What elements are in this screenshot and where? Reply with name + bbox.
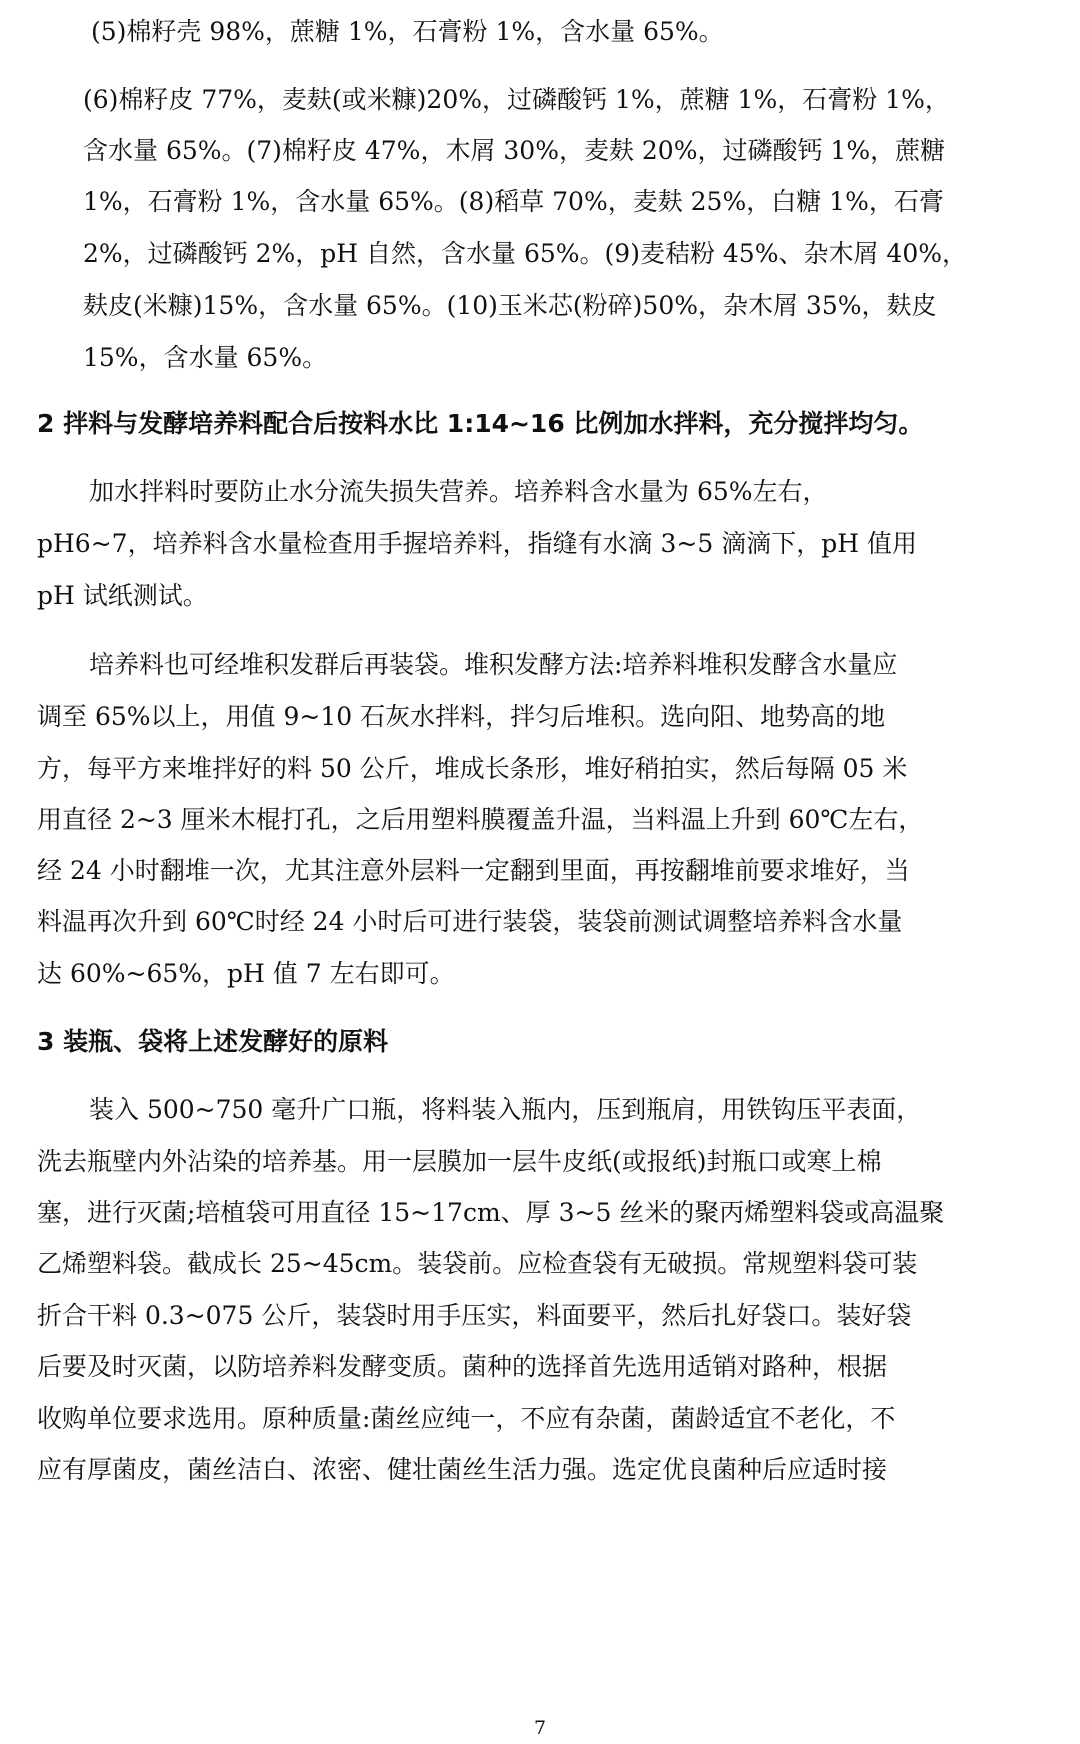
body-text-line: 麸皮(米糠)15%，含水量 65%。(10)玉米芯(粉碎)50%，杂木屑 35%，麸皮 bbox=[83, 291, 937, 320]
body-text-line: 用直径 2~3 厘米木棍打孔，之后用塑料膜覆盖升温，当料温上升到 60℃左右， bbox=[37, 805, 924, 834]
body-text-line: 2%，过磷酸钙 2%，pH 自然，含水量 65%。(9)麦秸粉 45%、杂木屑 40%， bbox=[83, 239, 967, 268]
body-text-line: 应有厚菌皮，菌丝洁白、浓密、健壮菌丝生活力强。选定优良菌种后应适时接 bbox=[37, 1455, 888, 1484]
body-text-line: 乙烯塑料袋。截成长 25~45cm。装袋前。应检查袋有无破损。常规塑料袋可装 bbox=[37, 1249, 918, 1278]
body-text-line: pH6~7，培养料含水量检查用手握培养料，指缝有水滴 3~5 滴滴下，pH 值用 bbox=[37, 529, 917, 558]
body-text-line: 方，每平方来堆拌好的料 50 公斤，堆成长条形，堆好稍拍实，然后每隔 05 米 bbox=[37, 754, 908, 783]
section-heading-mixing: 2 拌料与发酵培养料配合后按料水比 1:14~16 比例加水拌料，充分搅拌均匀。 bbox=[37, 409, 924, 438]
body-text-line: pH 试纸测试。 bbox=[37, 581, 208, 610]
formula-6-line: (6)棉籽皮 77%，麦麸(或米糠)20%，过磷酸钙 1%，蔗糖 1%，石膏粉 1%， bbox=[83, 85, 950, 114]
body-text-line: 装入 500~750 毫升广口瓶，将料装入瓶内，压到瓶肩，用铁钩压平表面， bbox=[89, 1095, 922, 1124]
page-number: 7 bbox=[533, 1717, 547, 1739]
body-text-line: 调至 65%以上，用值 9~10 石灰水拌料，拌匀后堆积。选向阳、地势高的地 bbox=[37, 702, 886, 731]
body-text-line: 折合干料 0.3~075 公斤，装袋时用手压实，料面要平，然后扎好袋口。装好袋 bbox=[37, 1301, 912, 1330]
body-text-line: 1%，石膏粉 1%，含水量 65%。(8)稻草 70%，麦麸 25%，白糖 1%，石膏 bbox=[83, 187, 944, 216]
body-text-line: 洗去瓶壁内外沾染的培养基。用一层膜加一层牛皮纸(或报纸)封瓶口或寒上棉 bbox=[37, 1147, 882, 1176]
body-text-line: 料温再次升到 60℃时经 24 小时后可进行装袋，装袋前测试调整培养料含水量 bbox=[37, 907, 903, 936]
body-text-line: 塞，进行灭菌;培植袋可用直径 15~17cm、厚 3~5 丝米的聚丙烯塑料袋或高温聚 bbox=[37, 1198, 945, 1227]
body-text-line: 15%，含水量 65%。 bbox=[83, 343, 328, 372]
body-text-line: 后要及时灭菌，以防培养料发酵变质。菌种的选择首先选用适销对路种，根据 bbox=[37, 1352, 888, 1381]
formula-5-line: (5)棉籽壳 98%，蔗糖 1%，石膏粉 1%，含水量 65%。 bbox=[91, 17, 724, 46]
body-text-line: 培养料也可经堆积发群后再装袋。堆积发酵方法:培养料堆积发酵含水量应 bbox=[89, 650, 898, 679]
body-text-line: 收购单位要求选用。原种质量:菌丝应纯一，不应有杂菌，菌龄适宜不老化，不 bbox=[37, 1404, 896, 1433]
body-text-line: 加水拌料时要防止水分流失损失营养。培养料含水量为 65%左右， bbox=[89, 477, 828, 506]
body-text-line: 含水量 65%。(7)棉籽皮 47%，木屑 30%，麦麸 20%，过磷酸钙 1%，蔗糖 bbox=[83, 136, 946, 165]
section-heading-bottling: 3 装瓶、袋将上述发酵好的原料 bbox=[37, 1027, 389, 1056]
body-text-line: 达 60%~65%，pH 值 7 左右即可。 bbox=[37, 959, 455, 988]
body-text-line: 经 24 小时翻堆一次，尤其注意外层料一定翻到里面，再按翻堆前要求堆好，当 bbox=[37, 856, 910, 885]
